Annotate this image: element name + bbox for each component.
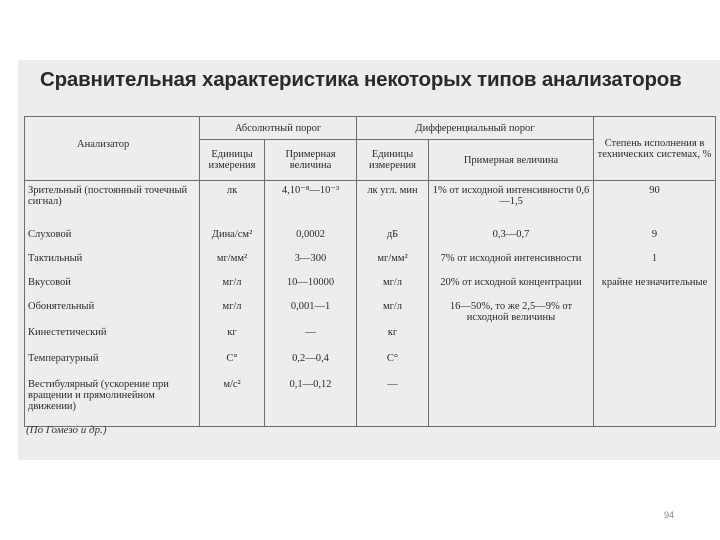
- abs-unit-cell: С°: [200, 352, 265, 378]
- table-row: [25, 326, 716, 352]
- abs-unit-cell: Дина/см²: [200, 228, 265, 252]
- table-row: [25, 300, 716, 326]
- analyzers-table: [24, 116, 716, 427]
- page-number: 94: [664, 510, 675, 520]
- header-analyzer: Анализатор: [25, 117, 200, 181]
- header-absolute-threshold: Абсолютный порог: [200, 117, 357, 140]
- analyzer-cell: Зрительный (постоянный точечный сигнал): [25, 181, 200, 229]
- abs-value-cell: 3—300: [265, 252, 357, 276]
- table-row: [25, 276, 716, 300]
- diff-unit-cell: лк угл. мин: [357, 181, 429, 229]
- diff-value-cell: [429, 326, 594, 352]
- diff-value-cell: [429, 352, 594, 378]
- header-row-1: [25, 117, 716, 140]
- degree-cell: [594, 326, 716, 352]
- header-degree: Степень исполнения в технических системах, %: [594, 117, 716, 181]
- header-abs-value: Примерная величина: [265, 140, 357, 181]
- diff-unit-cell: кг: [357, 326, 429, 352]
- abs-unit-cell: лк: [200, 181, 265, 229]
- diff-value-cell: [429, 378, 594, 427]
- header-abs-units: Единицы измерения: [200, 140, 265, 181]
- abs-unit-cell: кг: [200, 326, 265, 352]
- degree-cell: крайне незначительные: [594, 276, 716, 300]
- diff-unit-cell: С°: [357, 352, 429, 378]
- header-diff-value: Примерная величина: [429, 140, 594, 181]
- degree-cell: 90: [594, 181, 716, 229]
- analyzer-cell: Температурный: [25, 352, 200, 378]
- diff-value-cell: 1% от исходной интенсивности 0,6—1,5: [429, 181, 594, 229]
- abs-unit-cell: мг/л: [200, 276, 265, 300]
- page-title: Сравнительная характеристика некоторых типов анализаторов: [40, 68, 682, 91]
- header-diff-units: Единицы измерения: [357, 140, 429, 181]
- diff-unit-cell: мг/л: [357, 300, 429, 326]
- diff-value-cell: 20% от исходной концентрации: [429, 276, 594, 300]
- abs-value-cell: —: [265, 326, 357, 352]
- table-row: [25, 252, 716, 276]
- table-row: [25, 228, 716, 252]
- analyzer-cell: Обонятельный: [25, 300, 200, 326]
- diff-unit-cell: дБ: [357, 228, 429, 252]
- analyzer-cell: Вкусовой: [25, 276, 200, 300]
- analyzer-cell: Слуховой: [25, 228, 200, 252]
- abs-value-cell: 0,2—0,4: [265, 352, 357, 378]
- abs-unit-cell: мг/л: [200, 300, 265, 326]
- degree-cell: 9: [594, 228, 716, 252]
- table-row: [25, 352, 716, 378]
- source-note: (По Гомезо и др.): [26, 424, 107, 436]
- abs-unit-cell: мг/мм²: [200, 252, 265, 276]
- abs-value-cell: 0,1—0,12: [265, 378, 357, 427]
- analyzer-cell: Кинестетический: [25, 326, 200, 352]
- abs-value-cell: 4,10⁻⁸—10⁻³: [265, 181, 357, 229]
- abs-value-cell: 0,001—1: [265, 300, 357, 326]
- diff-unit-cell: мг/л: [357, 276, 429, 300]
- diff-unit-cell: мг/мм²: [357, 252, 429, 276]
- header-differential-threshold: Дифференциальный порог: [357, 117, 594, 140]
- diff-value-cell: 16—50%, то же 2,5—9% от исходной величины: [429, 300, 594, 326]
- analyzer-cell: Вестибулярный (ускорение при вращении и прямолинейном движении): [25, 378, 200, 427]
- abs-value-cell: 10—10000: [265, 276, 357, 300]
- degree-cell: [594, 300, 716, 326]
- degree-cell: [594, 378, 716, 427]
- degree-cell: [594, 352, 716, 378]
- abs-unit-cell: м/с²: [200, 378, 265, 427]
- diff-unit-cell: —: [357, 378, 429, 427]
- degree-cell: 1: [594, 252, 716, 276]
- diff-value-cell: 0,3—0,7: [429, 228, 594, 252]
- abs-value-cell: 0,0002: [265, 228, 357, 252]
- table-row: [25, 378, 716, 427]
- diff-value-cell: 7% от исходной интенсивности: [429, 252, 594, 276]
- table-row: [25, 181, 716, 229]
- analyzer-cell: Тактильный: [25, 252, 200, 276]
